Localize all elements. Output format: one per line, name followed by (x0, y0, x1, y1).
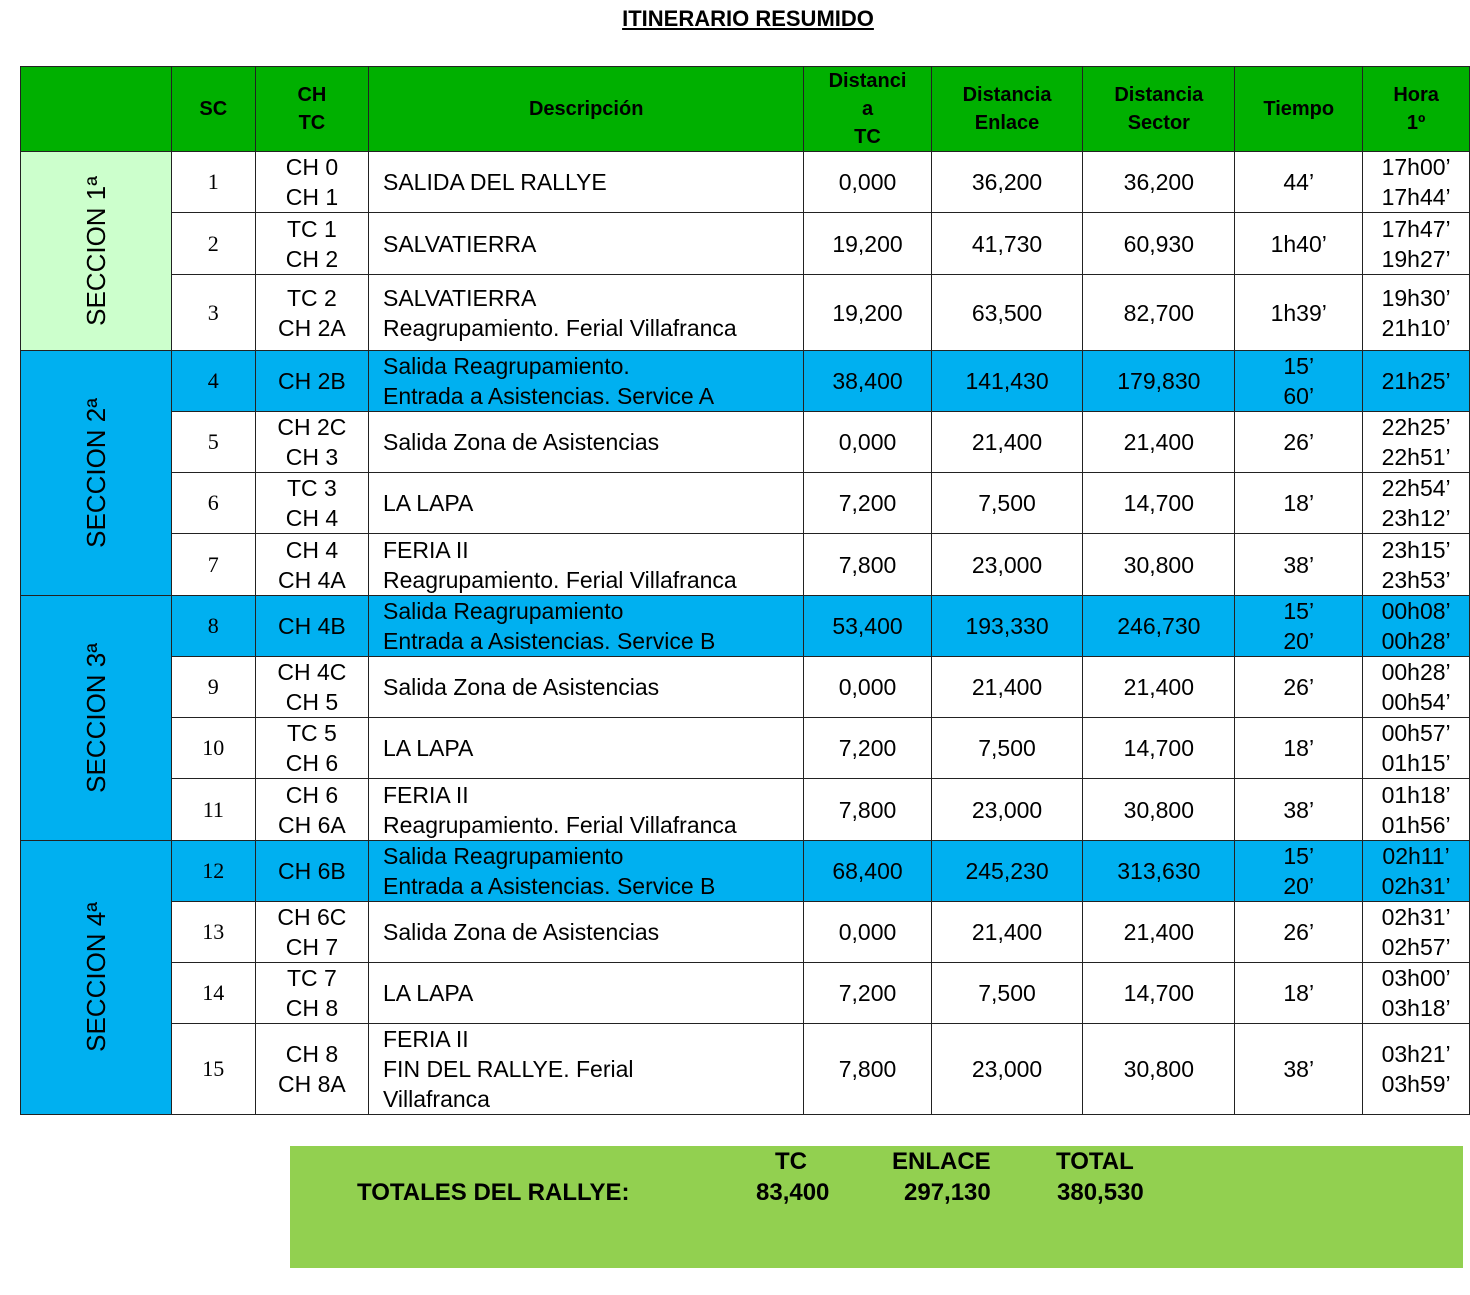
cell-sc: 2 (171, 213, 255, 275)
section-label-cell (21, 351, 172, 596)
cell-description: FERIA II Reagrupamiento. Ferial Villafranca (369, 534, 804, 596)
table-row (21, 275, 1470, 351)
cell-distance-tc: 0,000 (804, 902, 931, 963)
cell-distance-enlace: 21,400 (931, 902, 1083, 963)
cell-distance-enlace: 193,330 (931, 596, 1083, 657)
cell-hour: 00h57’ 01h15’ (1363, 718, 1470, 779)
cell-description: LA LAPA (369, 473, 804, 534)
section-label: SECCION 3ª (80, 642, 111, 793)
cell-hour: 22h25’ 22h51’ (1363, 412, 1470, 473)
table-row (21, 412, 1470, 473)
cell-time: 15’ 20’ (1235, 841, 1363, 902)
cell-hour: 23h15’ 23h53’ (1363, 534, 1470, 596)
cell-sc: 15 (171, 1024, 255, 1115)
cell-hour: 03h00’ 03h18’ (1363, 963, 1470, 1024)
cell-ch: CH 6C CH 7 (255, 902, 368, 963)
cell-distance-tc: 7,200 (804, 718, 931, 779)
cell-sc: 4 (171, 351, 255, 412)
table-row (21, 718, 1470, 779)
cell-distance-enlace: 7,500 (931, 963, 1083, 1024)
cell-distance-tc: 7,200 (804, 963, 931, 1024)
cell-distance-enlace: 23,000 (931, 779, 1083, 841)
totals-tc-header: TC (775, 1148, 807, 1175)
cell-description: Salida Reagrupamiento Entrada a Asistencias. Service B (369, 596, 804, 657)
cell-distance-sector: 60,930 (1083, 213, 1235, 275)
table-row (21, 473, 1470, 534)
cell-description: LA LAPA (369, 718, 804, 779)
section-label-cell (21, 152, 172, 351)
cell-distance-enlace: 21,400 (931, 657, 1083, 718)
cell-sc: 5 (171, 412, 255, 473)
table-row (21, 596, 1470, 657)
cell-distance-sector: 313,630 (1083, 841, 1235, 902)
section-label: SECCION 4ª (80, 902, 111, 1052)
cell-time: 18’ (1235, 718, 1363, 779)
totals-panel (290, 1146, 1463, 1268)
cell-distance-tc: 68,400 (804, 841, 931, 902)
cell-description: FERIA II Reagrupamiento. Ferial Villafranca (369, 779, 804, 841)
cell-ch: CH 6 CH 6A (255, 779, 368, 841)
cell-distance-tc: 7,800 (804, 534, 931, 596)
cell-sc: 8 (171, 596, 255, 657)
cell-distance-tc: 53,400 (804, 596, 931, 657)
cell-ch: CH 4C CH 5 (255, 657, 368, 718)
cell-description: Salida Zona de Asistencias (369, 902, 804, 963)
cell-sc: 12 (171, 841, 255, 902)
cell-distance-tc: 0,000 (804, 412, 931, 473)
cell-description: LA LAPA (369, 963, 804, 1024)
table-row (21, 152, 1470, 213)
cell-time: 15’ 60’ (1235, 351, 1363, 412)
cell-sc: 10 (171, 718, 255, 779)
cell-distance-enlace: 23,000 (931, 534, 1083, 596)
cell-distance-sector: 21,400 (1083, 657, 1235, 718)
section-label: SECCION 2ª (80, 397, 111, 548)
cell-distance-tc: 0,000 (804, 657, 931, 718)
cell-distance-tc: 19,200 (804, 275, 931, 351)
cell-time: 38’ (1235, 534, 1363, 596)
cell-distance-tc: 7,800 (804, 779, 931, 841)
itinerary-body (21, 152, 1470, 1115)
cell-description: Salida Reagrupamiento. Entrada a Asistencias. Service A (369, 351, 804, 412)
section-label-cell (21, 841, 172, 1115)
cell-hour: 03h21’ 03h59’ (1363, 1024, 1470, 1115)
cell-ch: TC 3 CH 4 (255, 473, 368, 534)
cell-description: Salida Zona de Asistencias (369, 657, 804, 718)
cell-distance-sector: 14,700 (1083, 473, 1235, 534)
cell-hour: 00h28’ 00h54’ (1363, 657, 1470, 718)
section-label-cell (21, 596, 172, 841)
cell-sc: 13 (171, 902, 255, 963)
cell-sc: 11 (171, 779, 255, 841)
cell-ch: TC 2 CH 2A (255, 275, 368, 351)
cell-ch: CH 4B (255, 596, 368, 657)
cell-distance-enlace: 141,430 (931, 351, 1083, 412)
cell-distance-enlace: 245,230 (931, 841, 1083, 902)
totals-total-header: TOTAL (1056, 1148, 1134, 1175)
cell-ch: CH 2B (255, 351, 368, 412)
cell-description: SALVATIERRA Reagrupamiento. Ferial Villafranca (369, 275, 804, 351)
cell-distance-tc: 19,200 (804, 213, 931, 275)
cell-distance-tc: 38,400 (804, 351, 931, 412)
cell-sc: 3 (171, 275, 255, 351)
cell-description: SALVATIERRA (369, 213, 804, 275)
cell-description: FERIA II FIN DEL RALLYE. Ferial Villafranca (369, 1024, 804, 1115)
header-section (21, 67, 172, 152)
table-row (21, 963, 1470, 1024)
cell-hour: 01h18’ 01h56’ (1363, 779, 1470, 841)
cell-ch: CH 6B (255, 841, 368, 902)
cell-time: 1h39’ (1235, 275, 1363, 351)
cell-distance-sector: 30,800 (1083, 779, 1235, 841)
cell-hour: 02h11’ 02h31’ (1363, 841, 1470, 902)
cell-distance-tc: 0,000 (804, 152, 931, 213)
cell-distance-enlace: 7,500 (931, 473, 1083, 534)
cell-description: Salida Reagrupamiento Entrada a Asistencias. Service B (369, 841, 804, 902)
cell-distance-tc: 7,200 (804, 473, 931, 534)
cell-hour: 02h31’ 02h57’ (1363, 902, 1470, 963)
cell-description: SALIDA DEL RALLYE (369, 152, 804, 213)
itinerary-table (20, 66, 1470, 1115)
cell-distance-enlace: 63,500 (931, 275, 1083, 351)
cell-time: 26’ (1235, 657, 1363, 718)
cell-time: 26’ (1235, 902, 1363, 963)
cell-distance-enlace: 7,500 (931, 718, 1083, 779)
cell-sc: 6 (171, 473, 255, 534)
cell-distance-enlace: 23,000 (931, 1024, 1083, 1115)
cell-ch: TC 5 CH 6 (255, 718, 368, 779)
totals-enlace-value: 297,130 (904, 1179, 991, 1206)
cell-ch: CH 0 CH 1 (255, 152, 368, 213)
cell-hour: 00h08’ 00h28’ (1363, 596, 1470, 657)
totals-enlace-header: ENLACE (892, 1148, 991, 1175)
cell-time: 26’ (1235, 412, 1363, 473)
cell-ch: CH 2C CH 3 (255, 412, 368, 473)
cell-ch: TC 7 CH 8 (255, 963, 368, 1024)
header-ch-tc: CH TC (255, 67, 368, 152)
cell-hour: 17h00’ 17h44’ (1363, 152, 1470, 213)
header-distance-enlace: Distancia Enlace (931, 67, 1083, 152)
cell-sc: 7 (171, 534, 255, 596)
cell-distance-sector: 82,700 (1083, 275, 1235, 351)
cell-time: 18’ (1235, 963, 1363, 1024)
cell-hour: 17h47’ 19h27’ (1363, 213, 1470, 275)
cell-sc: 1 (171, 152, 255, 213)
cell-distance-sector: 21,400 (1083, 902, 1235, 963)
page-title: ITINERARIO RESUMIDO (622, 6, 874, 31)
cell-distance-sector: 30,800 (1083, 1024, 1235, 1115)
cell-hour: 21h25’ (1363, 351, 1470, 412)
header-row (21, 67, 1470, 152)
table-row (21, 902, 1470, 963)
header-sc: SC (171, 67, 255, 152)
header-description: Descripción (369, 67, 804, 152)
cell-time: 18’ (1235, 473, 1363, 534)
section-label: SECCION 1ª (80, 175, 111, 326)
cell-distance-sector: 179,830 (1083, 351, 1235, 412)
cell-distance-sector: 14,700 (1083, 963, 1235, 1024)
cell-distance-enlace: 21,400 (931, 412, 1083, 473)
cell-sc: 14 (171, 963, 255, 1024)
table-row (21, 534, 1470, 596)
cell-distance-enlace: 41,730 (931, 213, 1083, 275)
table-row (21, 841, 1470, 902)
cell-distance-sector: 14,700 (1083, 718, 1235, 779)
cell-hour: 19h30’ 21h10’ (1363, 275, 1470, 351)
totals-total-value: 380,530 (1057, 1179, 1144, 1206)
cell-sc: 9 (171, 657, 255, 718)
header-time: Tiempo (1235, 67, 1363, 152)
table-row (21, 1024, 1470, 1115)
cell-time: 38’ (1235, 779, 1363, 841)
cell-distance-sector: 246,730 (1083, 596, 1235, 657)
cell-ch: CH 4 CH 4A (255, 534, 368, 596)
header-hour: Hora 1º (1363, 67, 1470, 152)
table-row (21, 351, 1470, 412)
header-distance-tc: Distanci a TC (804, 67, 931, 152)
totals-label: TOTALES DEL RALLYE: (357, 1179, 630, 1206)
table-row (21, 779, 1470, 841)
cell-time: 15’ 20’ (1235, 596, 1363, 657)
cell-time: 38’ (1235, 1024, 1363, 1115)
cell-distance-enlace: 36,200 (931, 152, 1083, 213)
cell-ch: CH 8 CH 8A (255, 1024, 368, 1115)
cell-description: Salida Zona de Asistencias (369, 412, 804, 473)
table-row (21, 213, 1470, 275)
header-distance-sector: Distancia Sector (1083, 67, 1235, 152)
cell-time: 44’ (1235, 152, 1363, 213)
cell-distance-sector: 36,200 (1083, 152, 1235, 213)
table-row (21, 657, 1470, 718)
cell-ch: TC 1 CH 2 (255, 213, 368, 275)
cell-distance-sector: 30,800 (1083, 534, 1235, 596)
cell-hour: 22h54’ 23h12’ (1363, 473, 1470, 534)
cell-distance-sector: 21,400 (1083, 412, 1235, 473)
cell-distance-tc: 7,800 (804, 1024, 931, 1115)
totals-tc-value: 83,400 (756, 1179, 830, 1206)
cell-time: 1h40’ (1235, 213, 1363, 275)
